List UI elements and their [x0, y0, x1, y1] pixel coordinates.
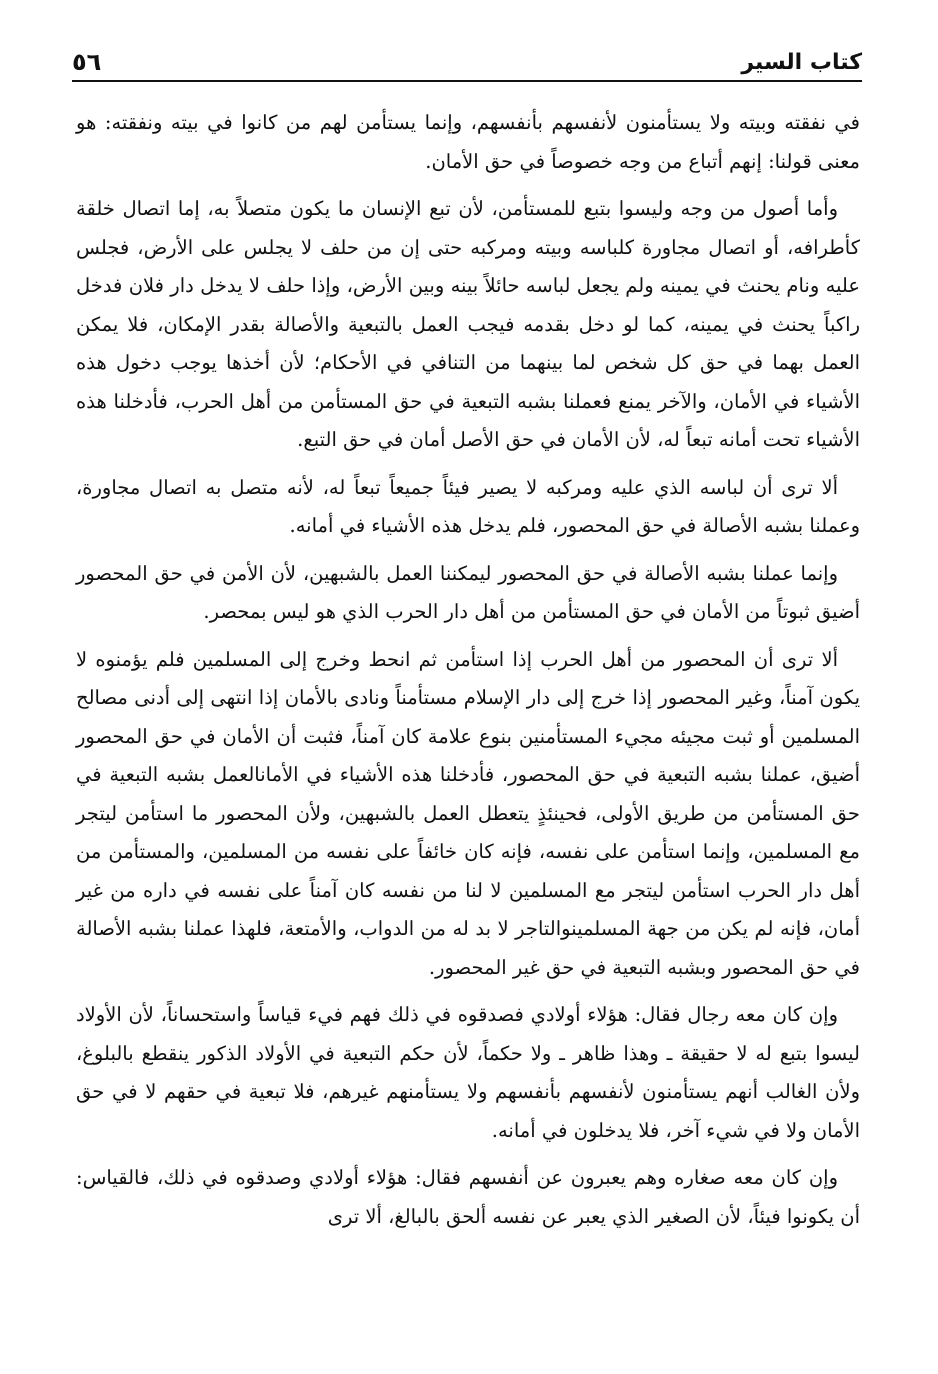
paragraph: ألا ترى أن لباسه الذي عليه ومركبه لا يصير فيئاً جميعاً تبعاً له، لأنه متصل به اتصال مجاورة، وعملنا بشبه الأصالة في حق المحصور، فلم يدخل هذه الأشياء في أمانه.: [76, 475, 860, 537]
paragraph: في نفقته وبيته ولا يستأمنون لأنفسهم بأنفسهم، وإنما يستأمن لهم من كانوا في بيته ونفقته: هو معنى قولنا: إنهم أتباع من وجه خصوصاً في حق الأمان.: [76, 111, 860, 173]
paragraph: وأما أصول من وجه وليسوا بتبع للمستأمن، لأن تبع الإنسان ما يكون متصلاً به، إما اتصال خلقة كأطرافه، أو اتصال مجاورة كلباسه وبيته ومركبه حتى إن من حلف لا يجلس على الأرض، فجلس عليه ونام يحنث في يمينه ولم يجعل لباسه حائلاً بينه وبين الأرض، وإذا حلف لا يدخل دار فلان فدخل راكباً يحنث في يمينه، كما لو دخل بقدمه فيجب العمل بالتبعية والأصالة بقدر الإمكان، فلا يمكن العمل بهما في حق كل شخص لما بينهما من التنافي في الأحكام؛ لأن أخذها يوجب دخول هذه الأشياء في الأمان، والآخر يمنع فعملنا بشبه التبعية في حق المستأمن من أهل الحرب، فأدخلنا هذه الأشياء تحت أمانه تبعاً له، لأن الأمان في حق الأصل أمان في حق التبع.: [76, 197, 860, 451]
paragraph: ألا ترى أن المحصور من أهل الحرب إذا استأمن ثم انحط وخرج إلى المسلمين فلم يؤمنوه لا يكون آمناً، وغير المحصور إذا خرج إلى دار الإسلام مستأمناً ونادى بالأمان إذا انتهى إلى أدنى مصالح المسلمين أو ثبت مجيئه مجيء المستأمنين بنوع علامة كان آمناً، فثبت أن الأمان في حق المحصور أضيق، عملنا بشبه التبعية في حق المحصور، فأدخلنا هذه الأشياء في الأمانالعمل بشبه التبعية في حق المستأمن من طريق الأولى، فحينئذٍ يتعطل العمل بالشبهين، ولأن المحصور ما استأمن ليتجر مع المسلمين، وإنما استأمن على نفسه، فإنه كان خائفاً على نفسه من المسلمين، والمستأمن من أهل دار الحرب استأمن ليتجر مع المسلمين لا لنا من نفسه كان آمناً على نفسه في داره من غير أمان، فإنه لم يكن من جهة المسلمينوالتاجر لا بد له من الدواب، والأمتعة، فلهذا عملنا بشبه الأصالة في حق المحصور وبشبه التبعية في حق غير المحصور.: [76, 647, 860, 979]
paragraph: وإن كان معه صغاره وهم يعبرون عن أنفسهم فقال: هؤلاء أولادي وصدقوه في ذلك، فالقياس: أن يكونوا فيئاً، لأن الصغير الذي يعبر عن نفسه ألحق بالبالغ، ألا ترى: [76, 1166, 860, 1228]
running-title: كتاب السير: [741, 50, 862, 75]
body-text: [76, 104, 860, 1245]
paragraph: وإن كان معه رجال فقال: هؤلاء أولادي فصدقوه في ذلك فهم فيء قياساً واستحساناً، لأن الأولاد ليسوا بتبع له لا حقيقة ـ وهذا ظاهر ـ ولا حكماً، لأن حكم التبعية في الأولاد الذكور ينقطع بالبلوغ، ولأن الغالب أنهم يستأمنون لأنفسهم بأنفسهم ولا يستأمنهم غيرهم، فلا تبعية في حقهم لا في حق الأمان ولا في شيء آخر، فلا يدخلون في أمانه.: [76, 1003, 860, 1142]
page-number: ٥٦: [72, 48, 102, 76]
paragraph: وإنما عملنا بشبه الأصالة في حق المحصور ليمكننا العمل بالشبهين، لأن الأمن في حق المحصور أضيق ثبوتاً من الأمان في حق المستأمن من أهل دار الحرب الذي هو ليس بمحصر.: [76, 561, 860, 623]
page-header: [72, 38, 862, 82]
